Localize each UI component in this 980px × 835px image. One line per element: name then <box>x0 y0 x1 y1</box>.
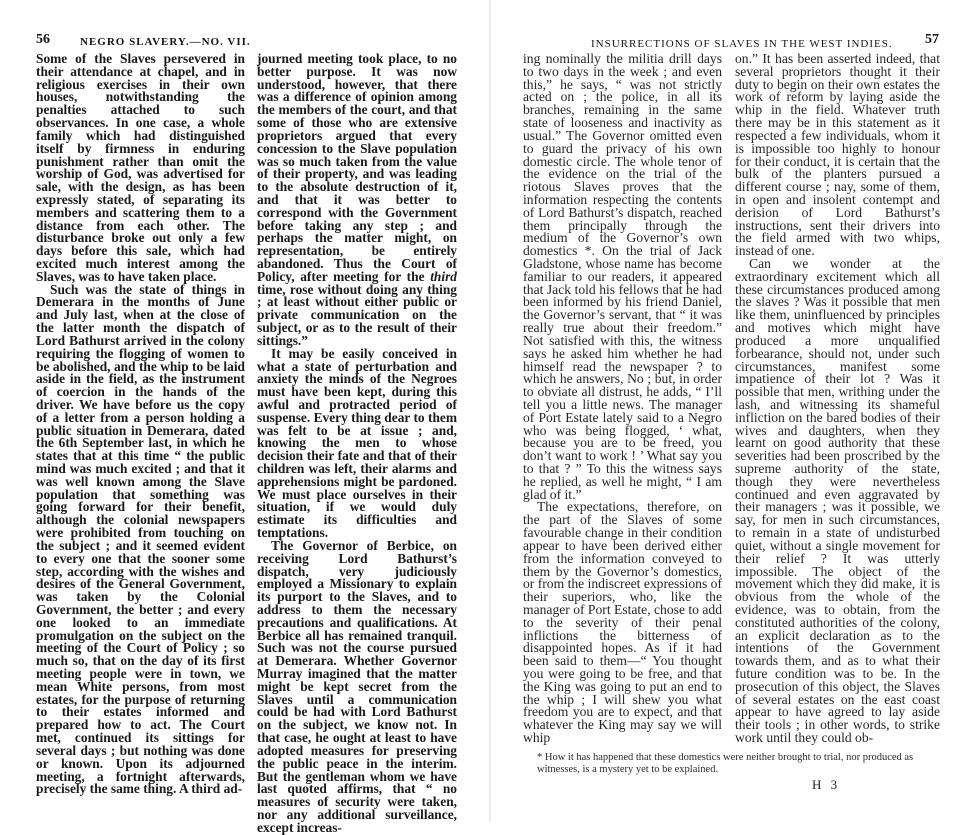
paragraph: Such was the state of things in Demerara in the months of June and July last, when at the close of the latter month the dispatch of Lord Bathurst arrived in the colony requiring the flogging of women to be abolished, and the whip to be laid aside in the field, as the instrument of coercion in the hands of the driver. We have before us the copy of a letter from a person holding a public situation in Demerara, dated the 6th September last, in which he states that at this time “ the public mind was much excited ; and that it was well known among the Slave population that something was going forward for their benefit, although the colonial newspapers were prohibited from touching on the subject ; and it seemed evident to every one that the sooner some step, according with the wishes and desires of the General Government, was taken by the Colonial Government, the better ; and every one looked to an immediate promulgation on the subject on the meeting of the Court of Policy ; so much so, that on the day of its first meeting people were in town, we mean White persons, from most estates, for the purpose of returning to their estates informed and prepared how to act. The Court met, continued its sittings for several days ; but nothing was done or known. Upon its adjourned meeting, a fortnight afterwards, precisely the same thing. A third ad- <box>36 281 245 797</box>
footnote: * How it has happened that these domestics were neither brought to trial, nor produced as witnesses, is a mystery yet to be explained. <box>537 752 914 775</box>
paragraph: ing nominally the militia drill days to two days in the week ; and even this,” he says, “ was not strictly acted on ; the police, in all its branches, remaining in the same state of looseness and inactivity as usual.” The Governor omitted even to guard the privacy of his own domestic circle. The whole tenor of the evidence on the trial of the riotous Slaves proves that the information respecting the contents of Lord Bathurst’s dispatch, reached them principally through the medium of the Governor’s own domestics *. On the trial of Jack Gladstone, whose name has become familiar to our readers, it appeared that Jack told his fellows that he had been informed by his friend Daniel, the Governor’s servant, that “ it was really true about their freedom.” Not satisfied with this, the witness says he asked him whether he had himself read the newspaper ? to which he answers, No ; but, in order to obviate all distrust, he adds, “ I’ll tell you a little news. The manager of Port Estate lately said to a Negro who was being flogged, ‘ what, because you are to be freed, you don’t want to work ! ’ What say you to that ? ” To this the witness says he replied, as well he might, “ I am glad of it.” <box>523 51 722 502</box>
paragraph: The Governor of Berbice, on receiving Lord Bathurst’s dispatch, very judiciously employed a Missionary to explain its purport to the Slaves, and to address to them the necessary precautions and qualifications. At Berbice all has remained tranquil. Such was not the course pursued at Demerara. Whether Governor Murray imagined that the matter might be kept secret from the Slaves until a communication could be had with Lord Bathurst on the subject, we know not. In that case, he ought at least to have adopted measures for preserving the public peace in the interim. But the gentleman whom we have last quoted affirms, that “ no measures of security were taken, nor any additional surveillance, except increas- <box>257 537 457 835</box>
paragraph <box>257 53 457 348</box>
right-page <box>490 0 980 822</box>
text-run: journed meeting took place, to no better purpose. It was now understood, however, that there was a difference of opinion among the members of the court, and that some of those who are extensive proprietors argued that every concession to the Slave population was so much taken from the value of their property, and was leading to the absolute destruction of it, and that it was better to correspond with the Government before taking any step ; and perhaps the matter might, on representation, be entirely abandoned. Thus the Court of Policy, after meeting for the <box>257 51 457 284</box>
paragraph: It may be easily conceived in what a state of perturbation and anxiety the minds of the Negroes must have been kept, during this awful and protracted period of suspense. Every thing dear to them was felt to be at issue ; and, knowing the men to whose decision their fate and that of their children was left, their alarms and apprehensions might be pardoned. We must place ourselves in their situation, if we would duly estimate its difficulties and temptations. <box>257 345 457 541</box>
page-number: 57 <box>925 32 939 47</box>
column-left-2 <box>257 53 457 835</box>
paragraph: on.” It has been asserted indeed, that several proprietors thought it their duty to begin on their own estates the work of reform by laying aside the whip in the field. Whatever truth there may be in this statement as it respected a few individuals, whom it is impossible too highly to honour for their conduct, it is certain that the bulk of the planters pursued a different course ; nay, some of them, in open and insolent contempt and derision of Lord Bathurst’s instructions, sent their drivers into the field armed with two whips, instead of one. <box>735 51 940 259</box>
column-right-1 <box>523 53 722 745</box>
column-left-1 <box>36 53 245 796</box>
column-right-2 <box>735 53 940 745</box>
page-number: 56 <box>36 32 50 47</box>
running-head: INSURRECTIONS OF SLAVES IN THE WEST INDIES. <box>591 38 893 50</box>
text-run: time, rose without doing any thing ; at least without either public or private communication on the subject, or as to the result of their sittings.” <box>257 281 457 348</box>
paragraph: The expectations, therefore, on the part of the Slaves of some favourable change in their condition appear to have been derived either from the information conveyed to them by the Governor’s domestics, or from the indiscreet expressions of their superiors, who, like the manager of Port Estate, chose to add to the severity of their penal inflictions the bitterness of disappointed hopes. As if it had been said to them—“ You thought you were going to be free, and that the King was going to put an end to the whip ; I will shew you what freedom you are to expect, and that whatever the King may say we will whip <box>523 499 722 746</box>
paragraph: Can we wonder at the extraordinary excitement which all these circumstances produced among the slaves ? Was it possible that men like them, uninfluenced by principles and motives which might have produced a more unqualified forbearance, should not, under such circumstances, manifest some impatience of their lot ? Was it possible that men, writhing under the lash, and witnessing its shameful infliction on the bared bodies of their wives and daughters, when they learnt on good authority that these severities had been proscribed by the supreme authority of the state, though they were nevertheless continued and even aggravated by their managers ; was it possible, we say, for men in such circumstances, to remain in a state of undisturbed quiet, without a single movement for their relief ? It was utterly impossible. The object of the movement which they did make, it is obvious from the whole of the evidence, was to obtain, from the constituted authorities of the colony, an explicit declaration as to the intentions of the Government towards them, and as to what their future condition was to be. In the prosecution of this object, the Slaves of several estates on the east coast appear to have agreed to lay aside their tools ; in other words, to strike work until they could ob- <box>735 256 940 746</box>
paragraph: Some of the Slaves persevered in their attendance at chapel, and in religious exercises in their own houses, notwithstanding the penalties attached to such observances. In one case, a whole family which had distinguished itself by firmness in enduring punishment rather than omit the worship of God, was advertised for sale, with the design, as has been expressly stated, of separating its members and scattering them to a distance from each other. The disturbance broke out only a few days before this sale, which had excited much interest among the Slaves, was to have taken place. <box>36 51 245 284</box>
emphasis: third <box>430 268 457 284</box>
signature-mark: H 3 <box>812 777 841 792</box>
running-head: NEGRO SLAVERY.—NO. VII. <box>80 36 251 48</box>
